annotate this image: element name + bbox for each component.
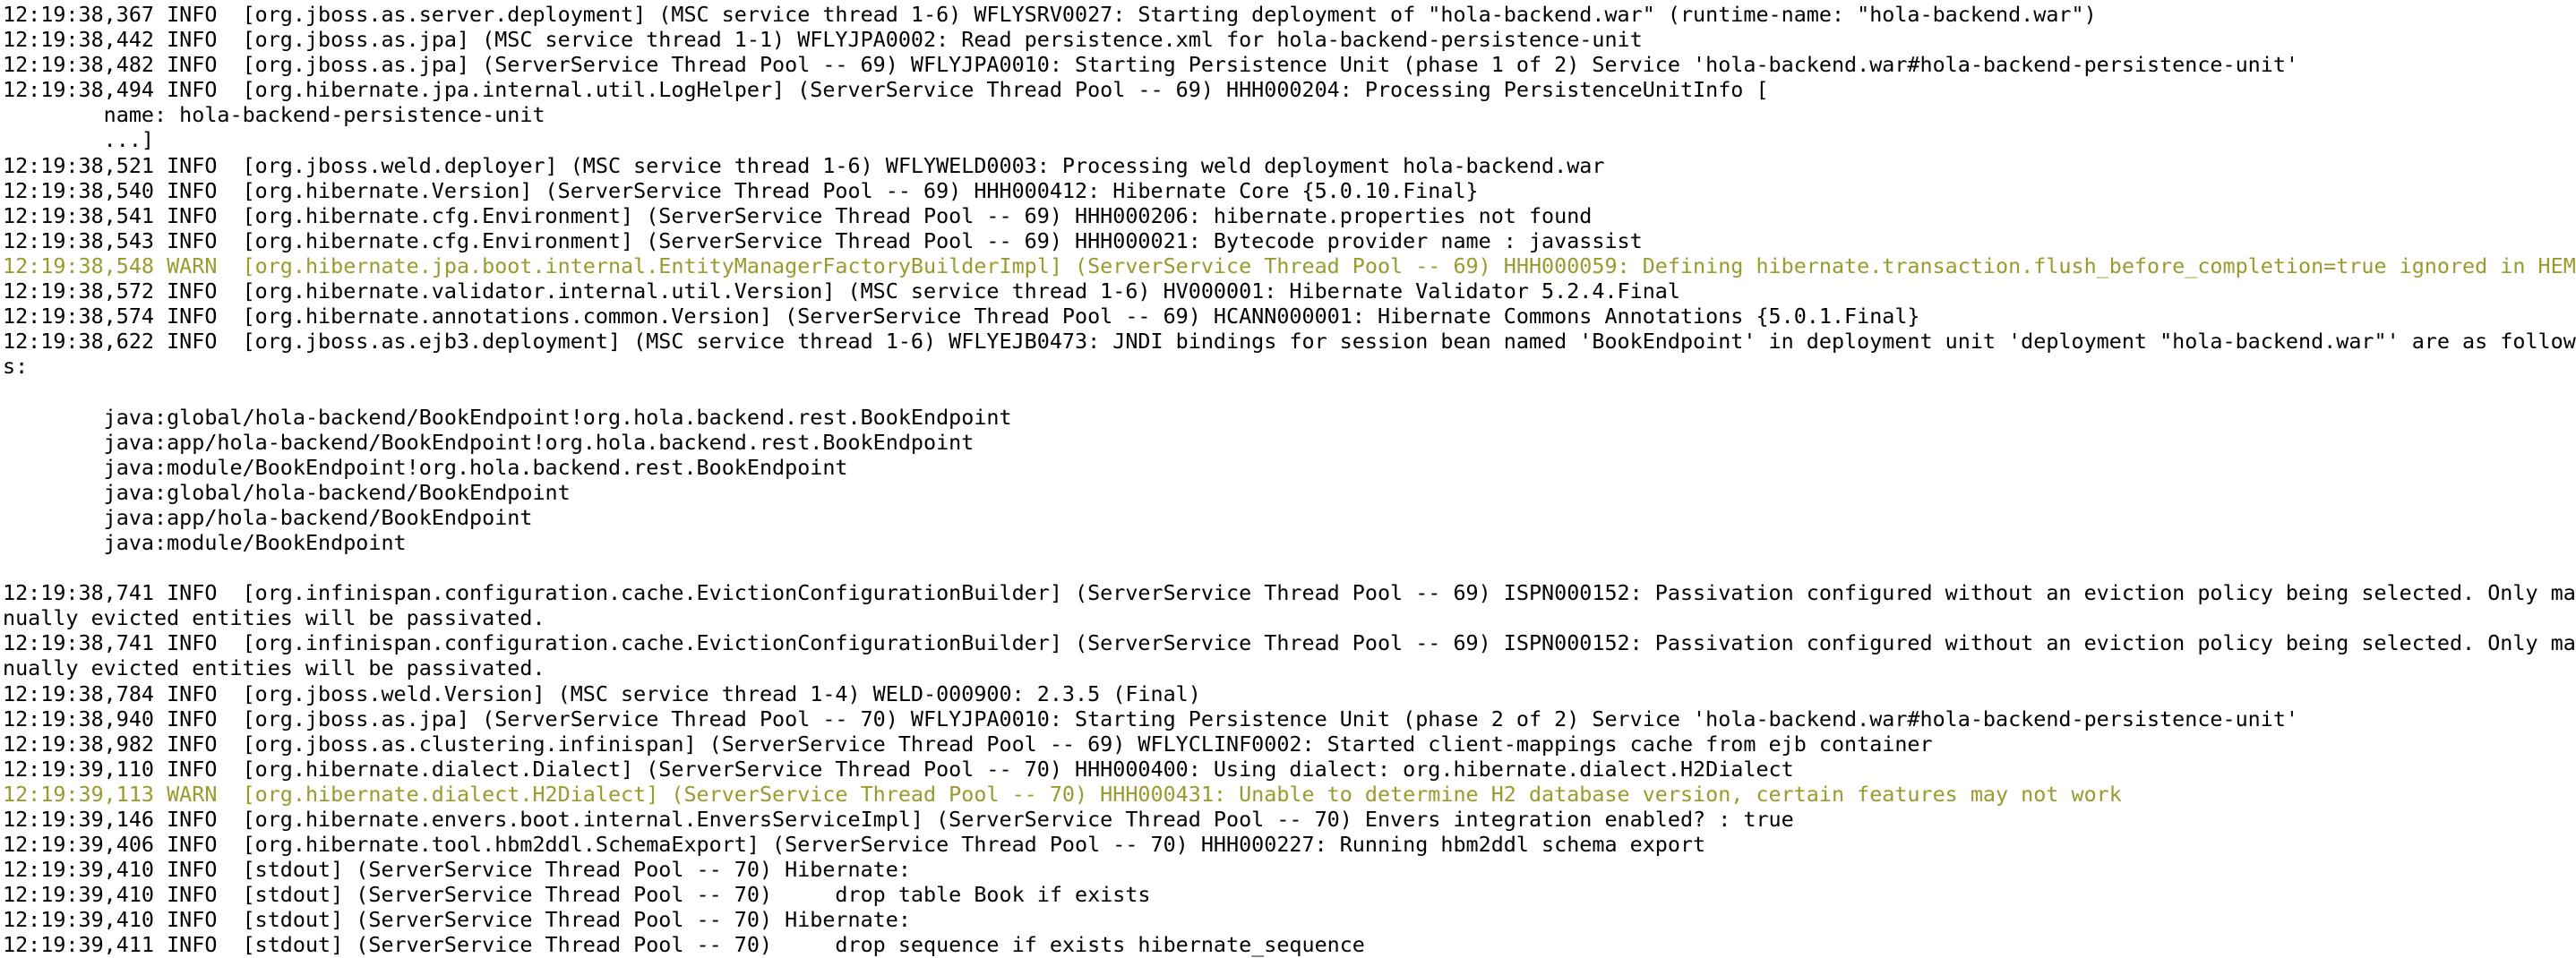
log-line (3, 555, 2576, 580)
log-line: s: (3, 354, 29, 380)
log-line: 12:19:39,110 INFO [org.hibernate.dialect.Dialect] (ServerService Thread Pool -- 70) HHH000400: Using dialect: org.hibernate.dialect.H2Dialect (3, 756, 1794, 782)
log-line: 12:19:38,622 INFO [org.jboss.as.ejb3.deployment] (MSC service thread 1-6) WFLYEJB0473: JNDI bindings for session bean named 'BookEndpoint' in deployment unit 'deployment "hola-backend.war"' are as follow (3, 329, 2576, 355)
log-line: name: hola-backend-persistence-unit (3, 102, 545, 128)
log-line-warn: 12:19:38,548 WARN [org.hibernate.jpa.boot.internal.EntityManagerFactoryBuilderImpl] (ServerService Thread Pool -- 69) HHH000059: Defining hibernate.transaction.flush_before_completion=true ignored in HEM (3, 252, 2576, 278)
log-line: 12:19:38,741 INFO [org.infinispan.configuration.cache.EvictionConfigurationBuilder] (ServerService Thread Pool -- 69) ISPN000152: Passivation configured without an eviction policy being selected. Only ma (3, 630, 2576, 656)
log-line: 12:19:38,494 INFO [org.hibernate.jpa.internal.util.LogHelper] (ServerService Thread Pool -- 69) HHH000204: Processing PersistenceUnitInfo [ (3, 77, 1769, 103)
log-line: 12:19:38,367 INFO [org.jboss.as.server.deployment] (MSC service thread 1-6) WFLYSRV0027: Starting deployment of "hola-backend.war" (runtime-name: "hola-backend.war") (3, 2, 2097, 27)
log-line: nually evicted entities will be passivated. (3, 655, 545, 681)
log-line-warn: 12:19:39,113 WARN [org.hibernate.dialect.H2Dialect] (ServerService Thread Pool -- 70) HHH000431: Unable to determine H2 database version, certain features may not work (3, 781, 2122, 807)
log-line: java:global/hola-backend/BookEndpoint!org.hola.backend.rest.BookEndpoint (3, 404, 1012, 430)
log-line (3, 379, 2576, 404)
log-line: 12:19:38,442 INFO [org.jboss.as.jpa] (MSC service thread 1-1) WFLYJPA0002: Read persistence.xml for hola-backend-persistence-unit (3, 27, 1643, 53)
log-line: java:global/hola-backend/BookEndpoint (3, 479, 571, 505)
log-line: 12:19:39,146 INFO [org.hibernate.envers.boot.internal.EnversServiceImpl] (ServerService Thread Pool -- 70) Envers integration enabled? : true (3, 807, 1794, 832)
log-line: 12:19:38,541 INFO [org.hibernate.cfg.Environment] (ServerService Thread Pool -- 69) HHH000206: hibernate.properties not found (3, 202, 1593, 228)
log-line: nually evicted entities will be passivated. (3, 605, 545, 631)
log-line: java:app/hola-backend/BookEndpoint (3, 504, 533, 530)
log-line: 12:19:38,940 INFO [org.jboss.as.jpa] (ServerService Thread Pool -- 70) WFLYJPA0010: Starting Persistence Unit (phase 2 of 2) Service 'hola-backend.war#hola-backend-persistence-unit' (3, 706, 2298, 731)
log-line: 12:19:39,410 INFO [stdout] (ServerService Thread Pool -- 70) Hibernate: (3, 857, 911, 883)
log-line: java:module/BookEndpoint (3, 529, 407, 555)
log-line: 12:19:38,540 INFO [org.hibernate.Version] (ServerService Thread Pool -- 69) HHH000412: Hibernate Core {5.0.10.Final} (3, 177, 1479, 203)
log-line: 12:19:38,741 INFO [org.infinispan.configuration.cache.EvictionConfigurationBuilder] (ServerService Thread Pool -- 69) ISPN000152: Passivation configured without an eviction policy being selected. Only ma (3, 580, 2576, 606)
log-line: 12:19:39,410 INFO [stdout] (ServerService Thread Pool -- 70) drop table Book if exists (3, 882, 1151, 908)
log-line: 12:19:38,572 INFO [org.hibernate.validator.internal.util.Version] (MSC service thread 1-6) HV000001: Hibernate Validator 5.2.4.Final (3, 278, 1680, 304)
log-line: 12:19:38,982 INFO [org.jboss.as.clustering.infinispan] (ServerService Thread Pool -- 69) WFLYCLINF0002: Started client-mappings cache from ejb container (3, 731, 1933, 757)
log-line: java:module/BookEndpoint!org.hola.backend.rest.BookEndpoint (3, 454, 848, 480)
log-line: 12:19:38,784 INFO [org.jboss.weld.Version] (MSC service thread 1-4) WELD-000900: 2.3.5 (Final) (3, 680, 1201, 706)
log-line: 12:19:39,411 INFO [stdout] (ServerService Thread Pool -- 70) drop sequence if exists hibernate_sequence (3, 932, 1365, 958)
log-line: 12:19:39,410 INFO [stdout] (ServerService Thread Pool -- 70) Hibernate: (3, 907, 911, 933)
log-line: ...] (3, 127, 154, 153)
log-line: 12:19:39,406 INFO [org.hibernate.tool.hbm2ddl.SchemaExport] (ServerService Thread Pool -- 70) HHH000227: Running hbm2ddl schema export (3, 832, 1706, 858)
log-line: 12:19:38,543 INFO [org.hibernate.cfg.Environment] (ServerService Thread Pool -- 69) HHH000021: Bytecode provider name : javassist (3, 227, 1643, 253)
log-line: 12:19:38,521 INFO [org.jboss.weld.deployer] (MSC service thread 1-6) WFLYWELD0003: Processing weld deployment hola-backend.war (3, 152, 1605, 178)
log-line: 12:19:38,482 INFO [org.jboss.as.jpa] (ServerService Thread Pool -- 69) WFLYJPA0010: Starting Persistence Unit (phase 1 of 2) Service 'hola-backend.war#hola-backend-persistence-unit' (3, 52, 2298, 78)
log-line: java:app/hola-backend/BookEndpoint!org.hola.backend.rest.BookEndpoint (3, 429, 975, 455)
log-line: 12:19:38,574 INFO [org.hibernate.annotations.common.Version] (ServerService Thread Pool -- 69) HCANN000001: Hibernate Commons Annotations {5.0.1.Final} (3, 304, 1920, 329)
